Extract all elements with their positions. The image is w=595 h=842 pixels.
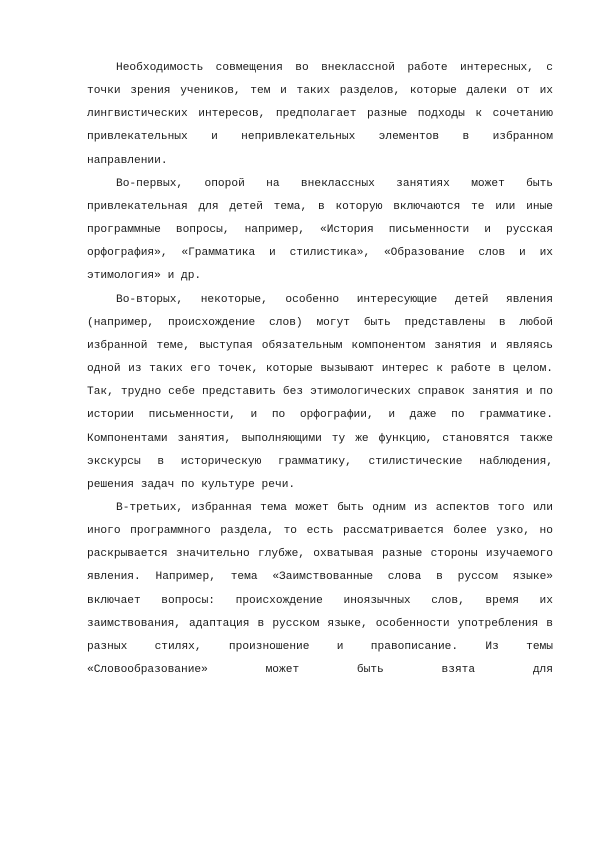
paragraph-1: Необходимость совмещения во внеклассной работе интересных, с точки зрения учеников, тем и таких разделов, которые далеки от их лингвистических интересов, предполагает разные подходы к сочетанию привлекательных и непривлекательных элементов в избранном направлении. (87, 62, 553, 167)
paragraph-3: Во-вторых, некоторые, особенно интересующие детей явления (например, происхождение слов) могут быть представлены в любой избранной теме, выступая обязательным компонентом занятия и являясь одной из таких его точек, которые вызывают интерес к работе в целом. Так, трудно себе представить без этимологических справок занятия и по истории письменности, и по орфографии, и даже по грамматике. Компонентами занятия, выполняющими ту же функцию, становятся также экскурсы в историческую грамматику, стилистические наблюдения, решения задач по культуре речи. (87, 293, 553, 491)
paragraph-4: В-третьих, избранная тема может быть одним из аспектов того или иного программного раздела, то есть рассматривается более узко, но раскрывается значительно глубже, охватывая разные стороны изучаемого явления. Например, тема «Заимствованные слова в руссом языке» включает вопросы: происхождение иноязычных слов, время их заимствования, адаптация в русском языке, особенности употребления в разных стилях, произношение и правописание. Из темы «Словообразование» может быть взята для (87, 501, 553, 677)
paragraph-2: Во-первых, опорой на внеклассных занятиях может быть привлекательная для детей тема, в которую включаются те или иные программные вопросы, например, «История письменности и русская орфография», «Грамматика и стилистика», «Образование слов и их этимология» и др. (87, 177, 553, 283)
body-text (87, 57, 553, 682)
